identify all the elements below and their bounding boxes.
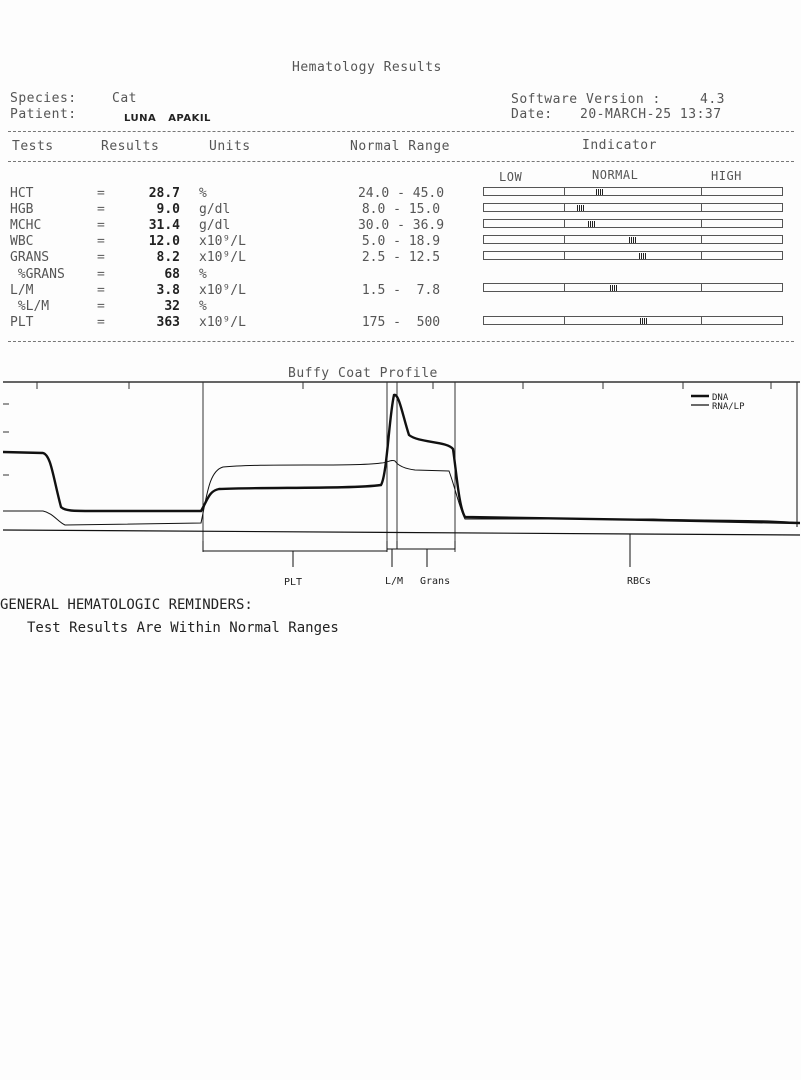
indicator-marker xyxy=(639,253,647,259)
report-title: Hematology Results xyxy=(292,60,442,75)
rna-lp-curve xyxy=(3,460,800,525)
indicator-marker xyxy=(577,205,585,211)
indicator-marker xyxy=(629,237,637,243)
reminders-text: Test Results Are Within Normal Ranges xyxy=(27,620,339,636)
result-row xyxy=(0,299,801,314)
normal-range: 2.5 - 12.5 xyxy=(361,250,441,265)
indicator-marker xyxy=(588,221,596,227)
test-name: WBC xyxy=(10,234,34,249)
zone-label-grans: Grans xyxy=(420,576,451,587)
graph-legend xyxy=(691,393,745,412)
equals-sign: = xyxy=(97,299,105,314)
zone-label-lm: L/M xyxy=(385,576,404,587)
unit: % xyxy=(199,267,207,282)
col-header-results: Results xyxy=(101,139,160,154)
legend-rna-lp: RNA/LP xyxy=(712,402,745,412)
result-value: 8.2 xyxy=(156,250,180,265)
indicator-bar xyxy=(483,316,783,325)
col-header-tests: Tests xyxy=(12,139,54,154)
indicator-normal-segment xyxy=(564,251,702,260)
species-value: Cat xyxy=(112,91,137,106)
indicator-low-label: LOW xyxy=(499,170,523,184)
col-header-indicator: Indicator xyxy=(582,138,657,153)
normal-range: 30.0 - 36.9 xyxy=(357,218,445,233)
table-bottom-divider xyxy=(8,341,794,342)
unit: % xyxy=(199,299,207,314)
species-label: Species: xyxy=(10,91,77,106)
software-version-value: 4.3 xyxy=(700,92,725,107)
result-value: 68 xyxy=(164,267,180,282)
test-name: %L/M xyxy=(10,299,50,314)
test-name: HCT xyxy=(10,186,34,201)
equals-sign: = xyxy=(97,202,105,217)
col-header-normal-range: Normal Range xyxy=(350,139,450,154)
indicator-bar xyxy=(483,283,783,292)
result-value: 363 xyxy=(156,315,180,330)
result-value: 9.0 xyxy=(156,202,180,217)
equals-sign: = xyxy=(97,250,105,265)
normal-range: 175 - 500 xyxy=(361,315,441,330)
indicator-normal-segment xyxy=(564,283,702,292)
test-name: L/M xyxy=(10,283,34,298)
zone-label-rbcs: RBCs xyxy=(627,576,652,587)
result-value: 28.7 xyxy=(148,186,180,201)
indicator-bar xyxy=(483,235,783,244)
test-name: PLT xyxy=(10,315,34,330)
patient-name-handwritten: LUNA APAKIL xyxy=(124,113,211,124)
result-value: 12.0 xyxy=(148,234,180,249)
test-name: HGB xyxy=(10,202,34,217)
header-divider xyxy=(8,131,794,132)
unit: g/dl xyxy=(199,202,231,217)
date-value: 20-MARCH-25 13:37 xyxy=(580,107,722,122)
indicator-marker xyxy=(596,189,604,195)
indicator-bar xyxy=(483,219,783,228)
unit: % xyxy=(199,186,207,201)
normal-range: 8.0 - 15.0 xyxy=(361,202,441,217)
equals-sign: = xyxy=(97,234,105,249)
unit: g/dl xyxy=(199,218,231,233)
indicator-normal-segment xyxy=(564,316,702,325)
reminders-heading: GENERAL HEMATOLOGIC REMINDERS: xyxy=(0,597,253,613)
indicator-normal-segment xyxy=(564,219,702,228)
equals-sign: = xyxy=(97,186,105,201)
test-name: MCHC xyxy=(10,218,42,233)
software-version-label: Software Version : xyxy=(511,92,661,107)
legend-dna: DNA xyxy=(712,393,729,403)
result-value: 32 xyxy=(164,299,180,314)
equals-sign: = xyxy=(97,267,105,282)
equals-sign: = xyxy=(97,218,105,233)
indicator-bar xyxy=(483,203,783,212)
patient-label: Patient: xyxy=(10,107,77,122)
indicator-bar xyxy=(483,251,783,260)
indicator-normal-segment xyxy=(564,187,702,196)
zone-brackets xyxy=(203,534,630,567)
indicator-marker xyxy=(640,318,648,324)
dna-curve xyxy=(3,395,800,523)
graph-baseline xyxy=(3,530,800,535)
unit: x10⁹/L xyxy=(199,234,246,249)
buffy-coat-profile-graph xyxy=(3,377,800,597)
unit: x10⁹/L xyxy=(199,250,246,265)
date-label: Date: xyxy=(511,107,553,122)
normal-range: 24.0 - 45.0 xyxy=(357,186,445,201)
result-row xyxy=(0,267,801,282)
indicator-normal-label: NORMAL xyxy=(592,168,639,182)
test-name: %GRANS xyxy=(10,267,65,282)
column-header-divider xyxy=(8,161,794,162)
indicator-high-label: HIGH xyxy=(711,169,742,183)
result-value: 3.8 xyxy=(156,283,180,298)
col-header-units: Units xyxy=(209,139,251,154)
normal-range: 1.5 - 7.8 xyxy=(361,283,441,298)
equals-sign: = xyxy=(97,283,105,298)
indicator-marker xyxy=(610,285,618,291)
normal-range: 5.0 - 18.9 xyxy=(361,234,441,249)
zone-boundaries xyxy=(203,382,455,552)
unit: x10⁹/L xyxy=(199,315,246,330)
equals-sign: = xyxy=(97,315,105,330)
result-value: 31.4 xyxy=(148,218,180,233)
unit: x10⁹/L xyxy=(199,283,246,298)
profile-title: Buffy Coat Profile xyxy=(288,366,438,381)
test-name: GRANS xyxy=(10,250,50,265)
zone-label-plt: PLT xyxy=(284,577,303,588)
indicator-bar xyxy=(483,187,783,196)
